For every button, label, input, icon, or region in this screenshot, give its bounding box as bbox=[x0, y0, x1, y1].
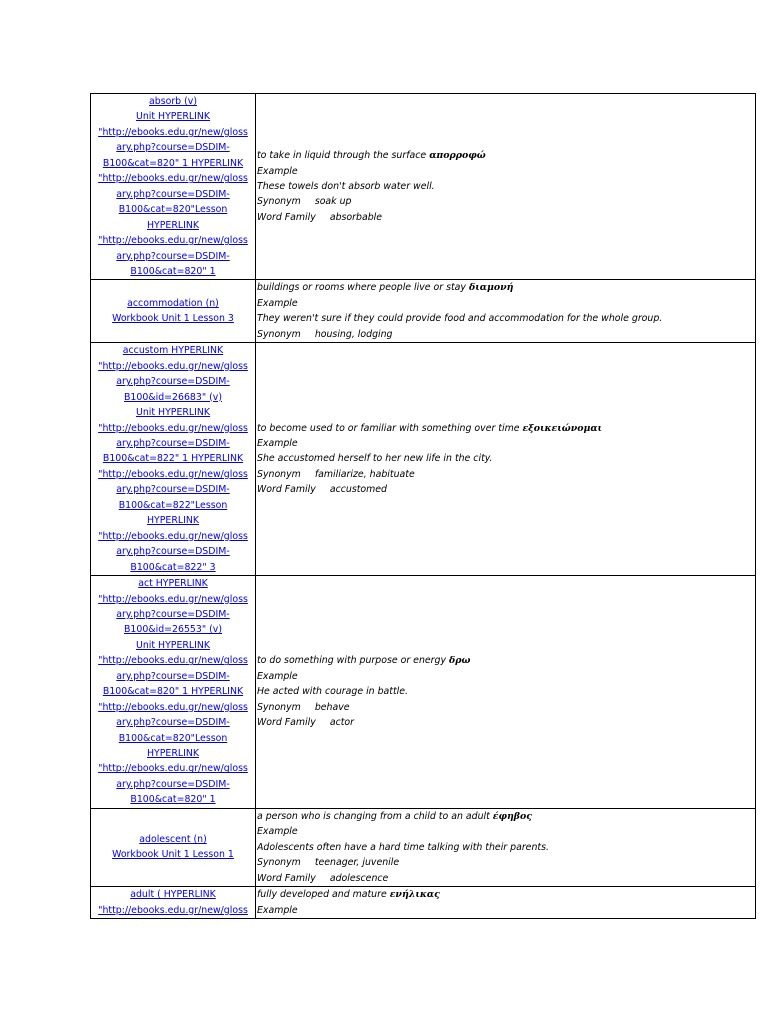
term-link[interactable]: Unit HYPERLINK bbox=[135, 111, 211, 123]
term-link[interactable]: B100&cat=820" 1 bbox=[130, 794, 216, 806]
definition-text: a person who is changing from a child to an adult bbox=[257, 810, 490, 822]
term-link[interactable]: B100&id=26553" (v) bbox=[123, 624, 223, 636]
word-family-label: Word Family bbox=[257, 872, 316, 884]
term-link[interactable]: B100&cat=820" 1 bbox=[130, 265, 216, 277]
term-link[interactable]: "http://ebooks.edu.gr/new/gloss bbox=[98, 235, 248, 247]
example-sentence: She accustomed herself to her new life in the city. bbox=[257, 453, 493, 465]
glossary-row bbox=[91, 576, 756, 809]
synonym-line bbox=[257, 467, 754, 482]
synonym-label: Synonym bbox=[257, 857, 301, 869]
term-link[interactable]: ary.php?course=DSDIM- bbox=[116, 142, 230, 154]
definition-text: to do something with purpose or energy bbox=[257, 655, 447, 667]
term-cell bbox=[91, 94, 256, 280]
word-family-line bbox=[257, 715, 754, 730]
example-sentence: Adolescents often have a hard time talking with their parents. bbox=[257, 841, 549, 853]
example-label: Example bbox=[257, 165, 298, 177]
definition-line bbox=[257, 653, 754, 668]
definition-cell bbox=[256, 280, 756, 343]
term-link[interactable]: absorb (v) bbox=[149, 96, 197, 107]
synonym-line bbox=[257, 855, 754, 870]
term-link[interactable]: "http://ebooks.edu.gr/new/gloss bbox=[98, 468, 248, 480]
glossary-row bbox=[91, 94, 756, 280]
definition-cell bbox=[256, 343, 756, 576]
definition-line bbox=[257, 421, 754, 436]
definition-text: fully developed and mature bbox=[257, 889, 387, 901]
synonym-line bbox=[257, 700, 754, 715]
term-link[interactable]: B100&cat=820" 1 HYPERLINK bbox=[102, 686, 244, 698]
term-link[interactable]: accustom HYPERLINK bbox=[122, 345, 224, 357]
term-link[interactable]: Workbook Unit 1 Lesson 1 bbox=[112, 849, 234, 861]
word-family-line bbox=[257, 210, 754, 225]
synonym-value: teenager, juvenile bbox=[314, 857, 400, 869]
greek-translation: διαμονή bbox=[468, 282, 514, 294]
definition-cell bbox=[256, 94, 756, 280]
definition-cell bbox=[256, 887, 756, 919]
term-cell bbox=[91, 280, 256, 343]
term-cell bbox=[91, 343, 256, 576]
word-family-value: accustomed bbox=[329, 484, 387, 496]
term-link[interactable]: ary.php?course=DSDIM- bbox=[116, 376, 230, 388]
definition-line bbox=[257, 280, 754, 295]
glossary-row bbox=[91, 280, 756, 343]
word-family-label: Word Family bbox=[257, 211, 316, 223]
greek-translation: εξοικειώνομαι bbox=[522, 422, 603, 434]
term-link[interactable]: "http://ebooks.edu.gr/new/gloss bbox=[98, 655, 248, 667]
term-cell bbox=[91, 576, 256, 809]
term-link[interactable]: B100&cat=820"Lesson bbox=[118, 732, 228, 744]
synonym-label: Synonym bbox=[257, 328, 301, 340]
term-link[interactable]: HYPERLINK bbox=[146, 515, 200, 527]
synonym-label: Synonym bbox=[257, 196, 301, 208]
definition-cell bbox=[256, 808, 756, 886]
term-link[interactable]: ary.php?course=DSDIM- bbox=[116, 437, 230, 449]
example-label: Example bbox=[257, 297, 298, 309]
term-link[interactable]: HYPERLINK bbox=[146, 219, 200, 231]
term-link[interactable]: HYPERLINK bbox=[146, 748, 200, 760]
term-link[interactable]: ary.php?course=DSDIM- bbox=[116, 608, 230, 620]
term-link[interactable]: ary.php?course=DSDIM- bbox=[116, 250, 230, 262]
example-sentence: He acted with courage in battle. bbox=[257, 686, 408, 698]
term-link[interactable]: "http://ebooks.edu.gr/new/gloss bbox=[98, 360, 248, 372]
term-link[interactable]: adolescent (n) bbox=[139, 834, 207, 846]
definition-text: to become used to or familiar with something over time bbox=[257, 422, 520, 434]
definition-line bbox=[257, 809, 754, 824]
glossary-row bbox=[91, 343, 756, 576]
synonym-line bbox=[257, 327, 754, 342]
term-link[interactable]: "http://ebooks.edu.gr/new/gloss bbox=[98, 126, 248, 138]
term-link[interactable]: accommodation (n) bbox=[127, 297, 219, 309]
synonym-label: Synonym bbox=[257, 468, 301, 480]
example-label: Example bbox=[257, 826, 298, 838]
word-family-value: actor bbox=[329, 717, 354, 729]
definition-cell bbox=[256, 576, 756, 809]
term-link[interactable]: B100&cat=822"Lesson bbox=[118, 499, 228, 511]
term-link[interactable]: ary.php?course=DSDIM- bbox=[116, 670, 230, 682]
term-link[interactable]: "http://ebooks.edu.gr/new/gloss bbox=[98, 593, 248, 605]
greek-translation: απορροφώ bbox=[429, 150, 486, 162]
greek-translation: έφηβος bbox=[492, 810, 532, 822]
term-link[interactable]: ary.php?course=DSDIM- bbox=[116, 717, 230, 729]
synonym-value: familiarize, habituate bbox=[314, 468, 415, 480]
word-family-value: adolescence bbox=[329, 872, 389, 884]
term-link[interactable]: "http://ebooks.edu.gr/new/gloss bbox=[98, 422, 248, 434]
term-cell bbox=[91, 808, 256, 886]
term-cell bbox=[91, 887, 256, 919]
word-family-label: Word Family bbox=[257, 484, 316, 496]
synonym-value: behave bbox=[314, 701, 350, 713]
term-link[interactable]: Unit HYPERLINK bbox=[135, 407, 211, 419]
synonym-label: Synonym bbox=[257, 701, 301, 713]
term-link[interactable]: B100&id=26683" (v) bbox=[123, 391, 223, 403]
example-sentence: They weren't sure if they could provide food and accommodation for the whole group. bbox=[257, 313, 663, 325]
term-link[interactable]: "http://ebooks.edu.gr/new/gloss bbox=[98, 904, 248, 916]
greek-translation: δρω bbox=[449, 655, 471, 667]
term-link[interactable]: ary.php?course=DSDIM- bbox=[116, 188, 230, 200]
term-link[interactable]: "http://ebooks.edu.gr/new/gloss bbox=[98, 173, 248, 185]
term-link[interactable]: act HYPERLINK bbox=[138, 578, 208, 590]
synonym-value: housing, lodging bbox=[314, 328, 393, 340]
example-label: Example bbox=[257, 670, 298, 682]
term-link[interactable]: B100&cat=822" 3 bbox=[130, 561, 216, 573]
definition-text: to take in liquid through the surface bbox=[257, 150, 427, 162]
synonym-line bbox=[257, 194, 754, 209]
glossary-row bbox=[91, 887, 756, 919]
definition-line bbox=[257, 887, 754, 902]
term-link[interactable]: ary.php?course=DSDIM- bbox=[116, 778, 230, 790]
glossary-table bbox=[90, 93, 756, 919]
term-link[interactable]: ary.php?course=DSDIM- bbox=[116, 484, 230, 496]
glossary-row bbox=[91, 808, 756, 886]
term-link[interactable]: B100&cat=820"Lesson bbox=[118, 204, 228, 216]
example-sentence: These towels don't absorb water well. bbox=[257, 180, 435, 192]
term-link[interactable]: "http://ebooks.edu.gr/new/gloss bbox=[98, 530, 248, 542]
word-family-label: Word Family bbox=[257, 717, 316, 729]
word-family-line bbox=[257, 871, 754, 886]
term-link[interactable]: B100&cat=820" 1 HYPERLINK bbox=[102, 157, 244, 169]
example-label: Example bbox=[257, 437, 298, 449]
word-family-value: absorbable bbox=[329, 211, 383, 223]
term-link[interactable]: Unit HYPERLINK bbox=[135, 639, 211, 651]
synonym-value: soak up bbox=[314, 196, 352, 208]
term-link[interactable]: B100&cat=822" 1 HYPERLINK bbox=[102, 453, 244, 465]
definition-text: buildings or rooms where people live or stay bbox=[257, 282, 466, 294]
greek-translation: ενήλικας bbox=[389, 889, 440, 901]
glossary-body bbox=[91, 94, 756, 919]
term-link[interactable]: adult ( HYPERLINK bbox=[130, 889, 216, 901]
definition-line bbox=[257, 148, 754, 163]
term-link[interactable]: "http://ebooks.edu.gr/new/gloss bbox=[98, 701, 248, 713]
term-link[interactable]: ary.php?course=DSDIM- bbox=[116, 546, 230, 558]
word-family-line bbox=[257, 482, 754, 497]
example-label: Example bbox=[257, 904, 298, 916]
term-link[interactable]: "http://ebooks.edu.gr/new/gloss bbox=[98, 763, 248, 775]
term-link[interactable]: Workbook Unit 1 Lesson 3 bbox=[112, 313, 234, 325]
